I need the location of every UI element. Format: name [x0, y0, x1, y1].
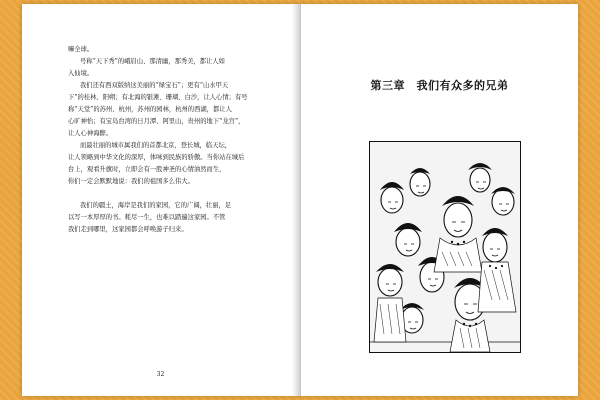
text-line: 让人领略到中华文化的深厚，体味到民族的骄傲。当你站在城后: [68, 154, 245, 161]
body-text: [68, 44, 273, 236]
text-line: 你们一定会默默地说：我们的祖国多么伟大。: [68, 178, 194, 185]
text-line: 称“天堂”的苏州、杭州，苏州的园林，杭州的西湖，都让人: [68, 106, 232, 113]
text-line: 以写一本厚厚的书。耗尽一生，也难以踏遍这家园。不管: [68, 214, 226, 221]
chapter-illustration: [369, 141, 521, 353]
text-line: 我们走到哪里，这家园都会呼唤游子归来。: [68, 226, 188, 233]
text-line: 心旷神怡；有宝岛台湾的日月潭、阿里山，贵州的地下“龙宫”，: [68, 118, 245, 125]
text-line: 入仙境。: [68, 70, 94, 77]
text-line: 下”的桂林、阳朔；有北海的银滩、珊瑚、白沙，让人心情；有号: [68, 94, 248, 101]
right-page: [301, 4, 578, 396]
page-number: 32: [156, 371, 165, 378]
text-line: 我们的疆土，海岸是我们的家园，它的广阔，壮丽，足: [79, 202, 232, 209]
text-line: 让人心神海醉。: [68, 130, 113, 137]
text-line: 嘛全球。: [68, 46, 94, 53]
illustration-drawing: [370, 142, 520, 352]
left-page: [22, 4, 299, 396]
text-line: 我们还有西双版纳这美丽的“绿宝石”；更有“山水甲天: [79, 82, 229, 89]
text-line: 台上，观看升旗时，立即会有一股神圣的心情油然而生，: [68, 166, 226, 173]
chapter-title: 第三章 我们有众多的兄弟: [370, 79, 509, 92]
text-line: 而最壮丽的城市属我们的首都北京，登长城，临天坛，: [79, 142, 232, 149]
open-book-spread: [22, 4, 578, 396]
text-line: 号称“天下秀”的峨眉山、那清幽，那秀美，都让人如: [79, 58, 225, 65]
